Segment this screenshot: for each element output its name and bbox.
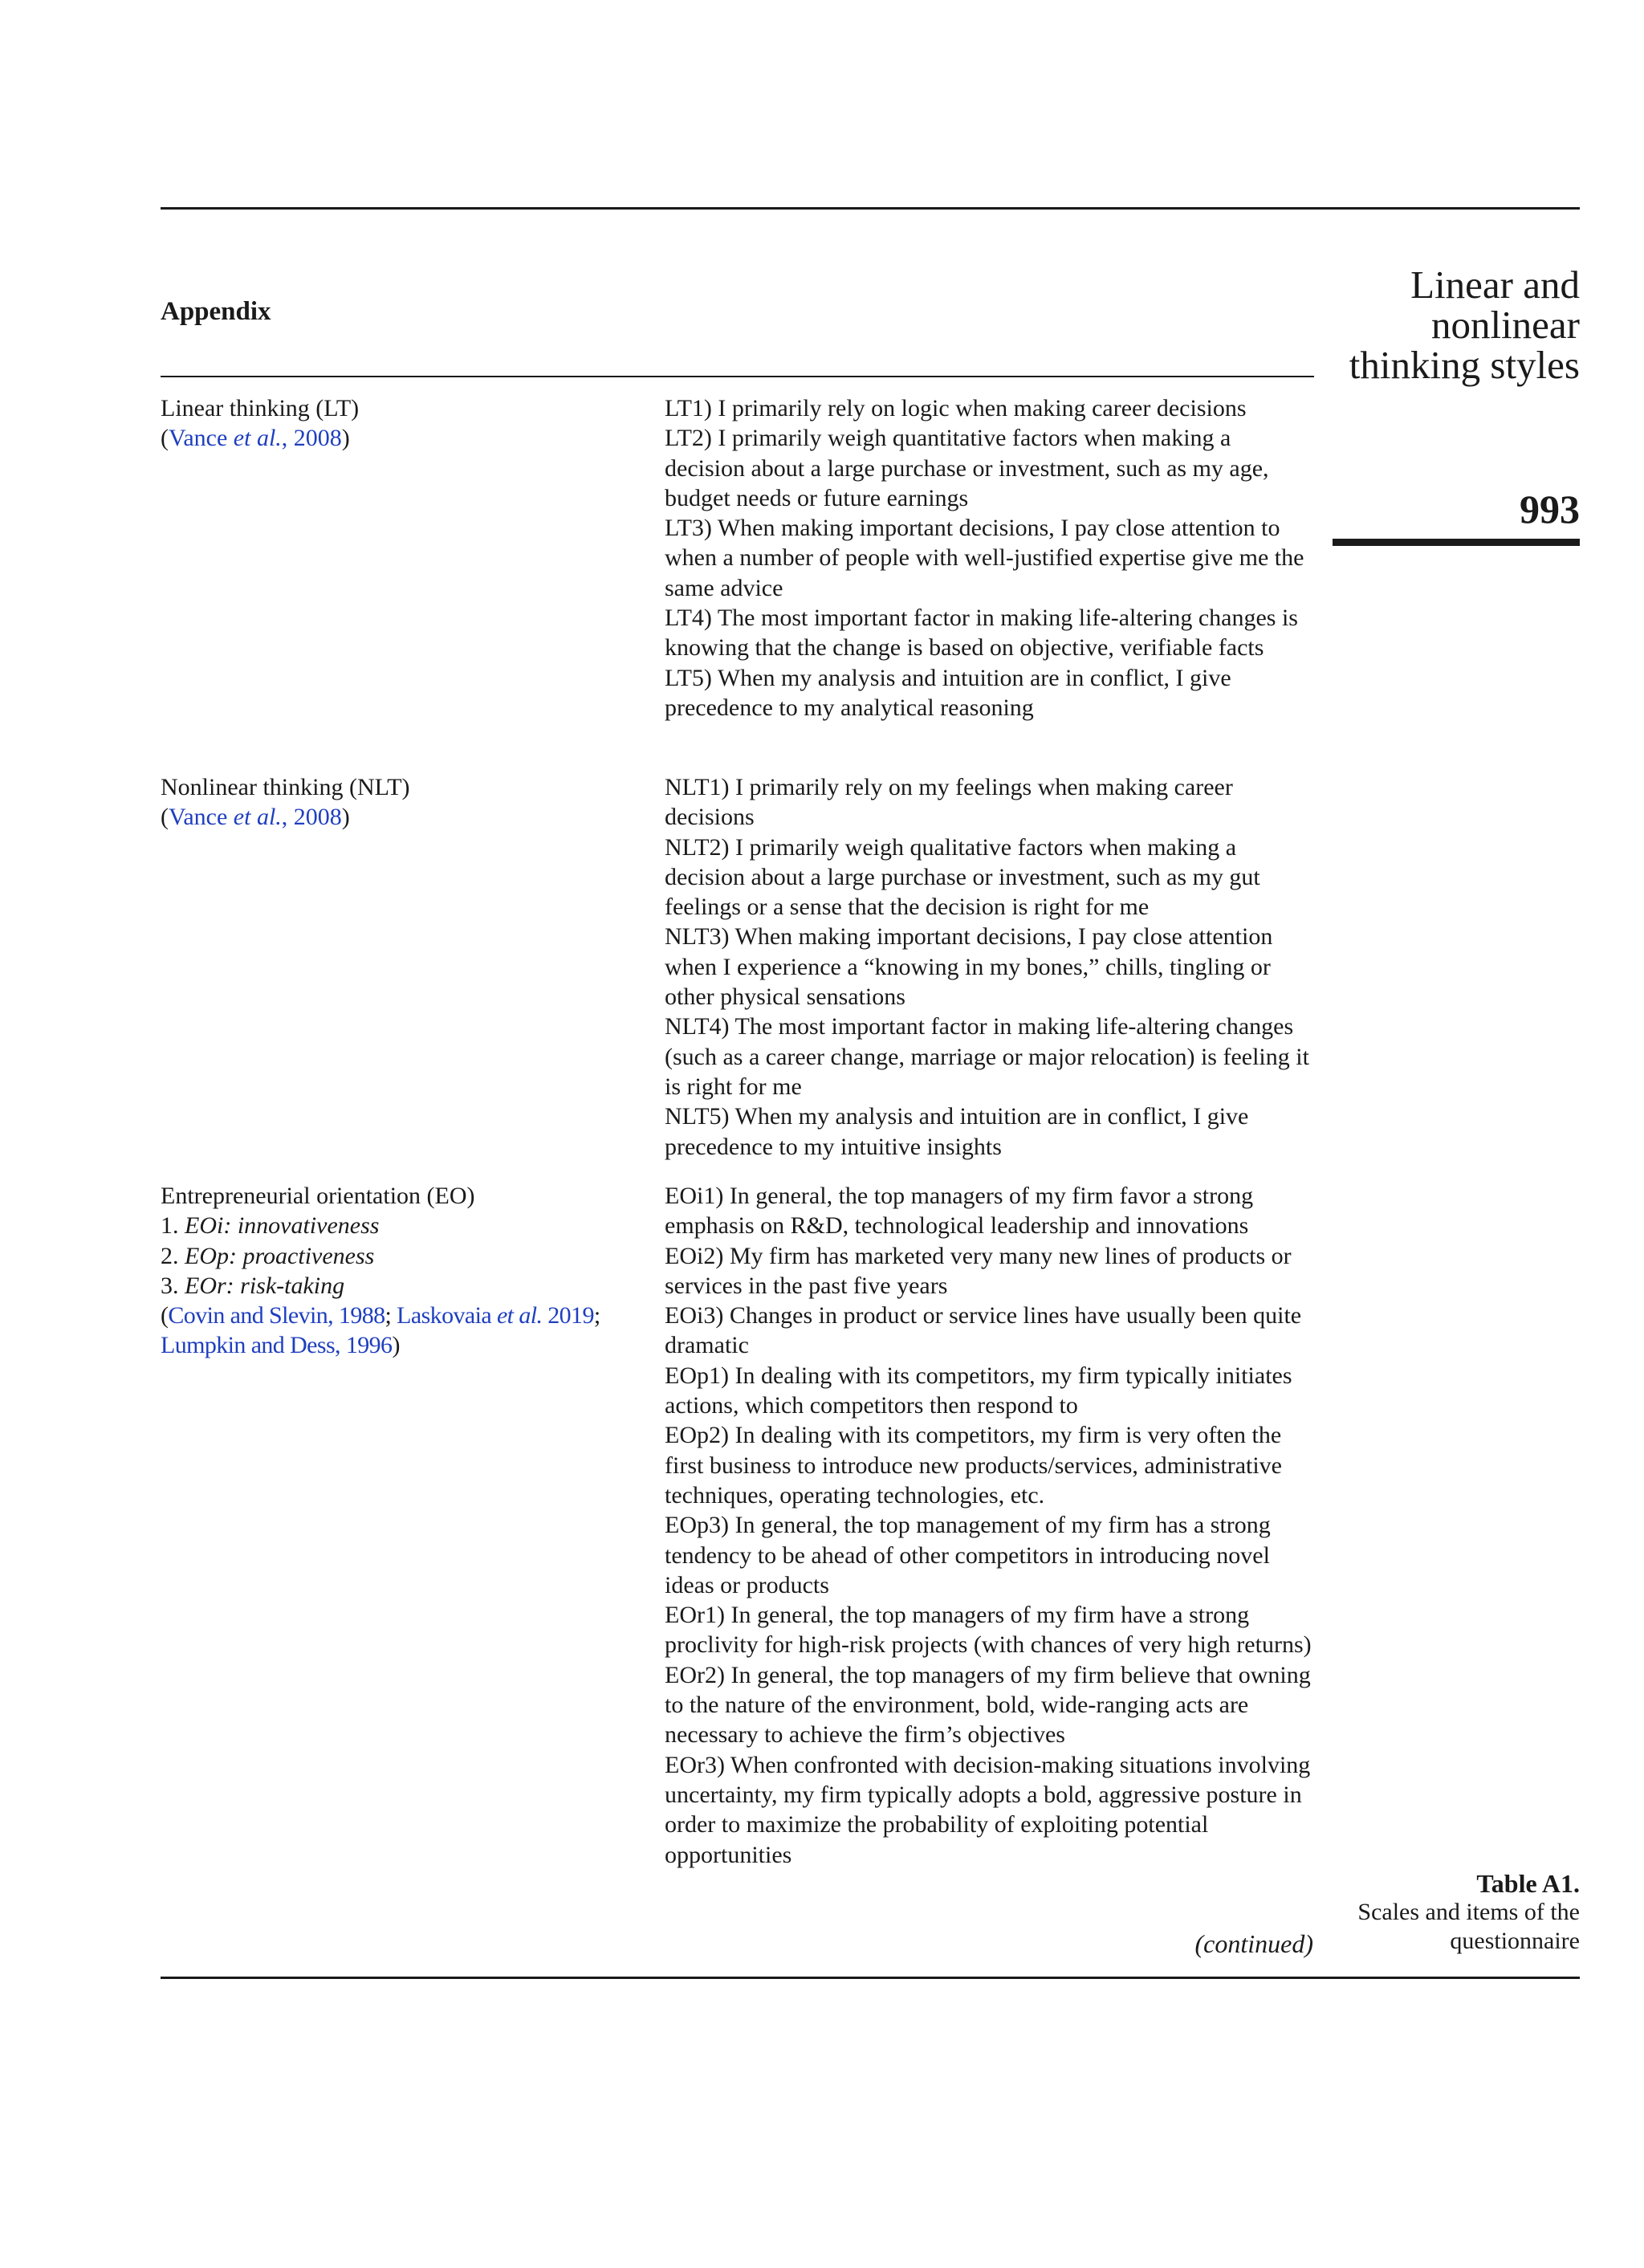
bottom-rule — [161, 1977, 1580, 1979]
item-lt2: LT2) I primarily weigh quantitative factors when making a decision about a large purchase or investment, such as my age, budget needs or future earnings — [665, 425, 1269, 511]
running-title-line-3: thinking styles — [1349, 343, 1580, 387]
item-nlt1: NLT1) I primarily rely on my feelings when making career decisions — [665, 774, 1233, 831]
reference-link-covin[interactable]: Covin and Slevin, 1988 — [168, 1302, 385, 1329]
subdimension-1: 1. EOi: innovativeness — [161, 1212, 380, 1240]
running-title — [1259, 265, 1580, 385]
item-nlt3: NLT3) When making important decisions, I pay close attention when I experience a “knowing in my bones,” chills, tingling or other physical sensations — [665, 923, 1273, 1011]
reference-link[interactable]: Vance et al., 2008 — [169, 804, 342, 831]
subdimension-3: 3. EOr: risk-taking — [161, 1272, 345, 1299]
appendix-heading: Appendix — [161, 297, 271, 326]
table-caption — [1259, 1869, 1580, 1956]
item-eor1: EOr1) In general, the top managers of my firm have a strong proclivity for high-risk projects (with chances of very high returns) — [665, 1602, 1312, 1659]
item-eop2: EOp2) In dealing with its competitors, my firm is very often the first business to introduce new products/services, administrative techniques, operating technologies, etc. — [665, 1422, 1282, 1509]
item-eor2: EOr2) In general, the top managers of my firm believe that owning to the nature of the environment, bold, wide-ranging acts are necessary to achieve the firm’s objectives — [665, 1661, 1311, 1749]
item-eor3: EOr3) When confronted with decision-making situations involving uncertainty, my firm typically adopts a bold, aggressive posture in order to maximize the probability of exploiting potential opportunities — [665, 1751, 1311, 1868]
item-nlt4: NLT4) The most important factor in making life-altering changes (such as a career change, marriage or major relocation) is feeling it is right for me — [665, 1013, 1309, 1100]
caption-line-1: Scales and items of the — [1357, 1899, 1580, 1925]
item-eoi1: EOi1) In general, the top managers of my firm favor a strong emphasis on R&D, technological leadership and innovations — [665, 1183, 1254, 1240]
construct-lt — [161, 393, 658, 454]
item-eoi2: EOi2) My firm has marketed very many new lines of products or services in the past five years — [665, 1242, 1292, 1299]
construct-eo — [161, 1181, 658, 1361]
top-rule — [161, 207, 1580, 210]
item-eoi3: EOi3) Changes in product or service lines have usually been quite dramatic — [665, 1302, 1302, 1359]
running-title-line-1: Linear and — [1410, 263, 1580, 307]
items-lt — [665, 393, 1315, 723]
construct-label: Linear thinking (LT) — [161, 395, 360, 421]
page-number-rule — [1333, 539, 1580, 546]
table-top-rule — [161, 376, 1314, 377]
construct-label: Nonlinear thinking (NLT) — [161, 774, 410, 800]
page-number: 993 — [1520, 487, 1580, 531]
item-lt5: LT5) When my analysis and intuition are in conflict, I give precedence to my analytical reasoning — [665, 664, 1231, 721]
running-title-line-2: nonlinear — [1430, 303, 1580, 347]
construct-label: Entrepreneurial orientation (EO) — [161, 1183, 475, 1209]
item-lt1: LT1) I primarily rely on logic when making career decisions — [665, 395, 1247, 421]
subdimension-2: 2. EOp: proactiveness — [161, 1242, 375, 1269]
caption-line-2: questionnaire — [1450, 1928, 1580, 1954]
caption-title: Table A1. — [1476, 1869, 1580, 1898]
item-lt3: LT3) When making important decisions, I pay close attention to when a number of people with well-justified expertise give me the same advice — [665, 515, 1304, 601]
item-lt4: LT4) The most important factor in making life-altering changes is knowing that the change is based on objective, verifiable facts — [665, 605, 1298, 662]
item-nlt5: NLT5) When my analysis and intuition are in conflict, I give precedence to my intuitive insights — [665, 1103, 1249, 1160]
reference-link-laskovaia[interactable]: Laskovaia et al. 2019 — [397, 1302, 594, 1329]
items-nlt — [665, 772, 1315, 1162]
item-eop1: EOp1) In dealing with its competitors, my firm typically initiates actions, which competitors then respond to — [665, 1362, 1292, 1419]
construct-reference: (Covin and Slevin, 1988; Laskovaia et al. 2019; Lumpkin and Dess, 1996) — [161, 1302, 600, 1359]
continued-note: (continued) — [1194, 1929, 1313, 1958]
reference-link-lumpkin[interactable]: Lumpkin and Dess, 1996 — [161, 1332, 393, 1359]
construct-reference: (Vance et al., 2008) — [161, 804, 350, 831]
items-eo — [665, 1181, 1315, 1870]
reference-link[interactable]: Vance et al., 2008 — [169, 425, 342, 452]
construct-reference: (Vance et al., 2008) — [161, 425, 350, 452]
item-eop3: EOp3) In general, the top management of my firm has a strong tendency to be ahead of other competitors in introducing novel ideas or products — [665, 1512, 1271, 1598]
item-nlt2: NLT2) I primarily weigh qualitative factors when making a decision about a large purchase or investment, such as my gut feelings or a sense that the decision is right for me — [665, 833, 1260, 921]
construct-nlt — [161, 772, 658, 833]
